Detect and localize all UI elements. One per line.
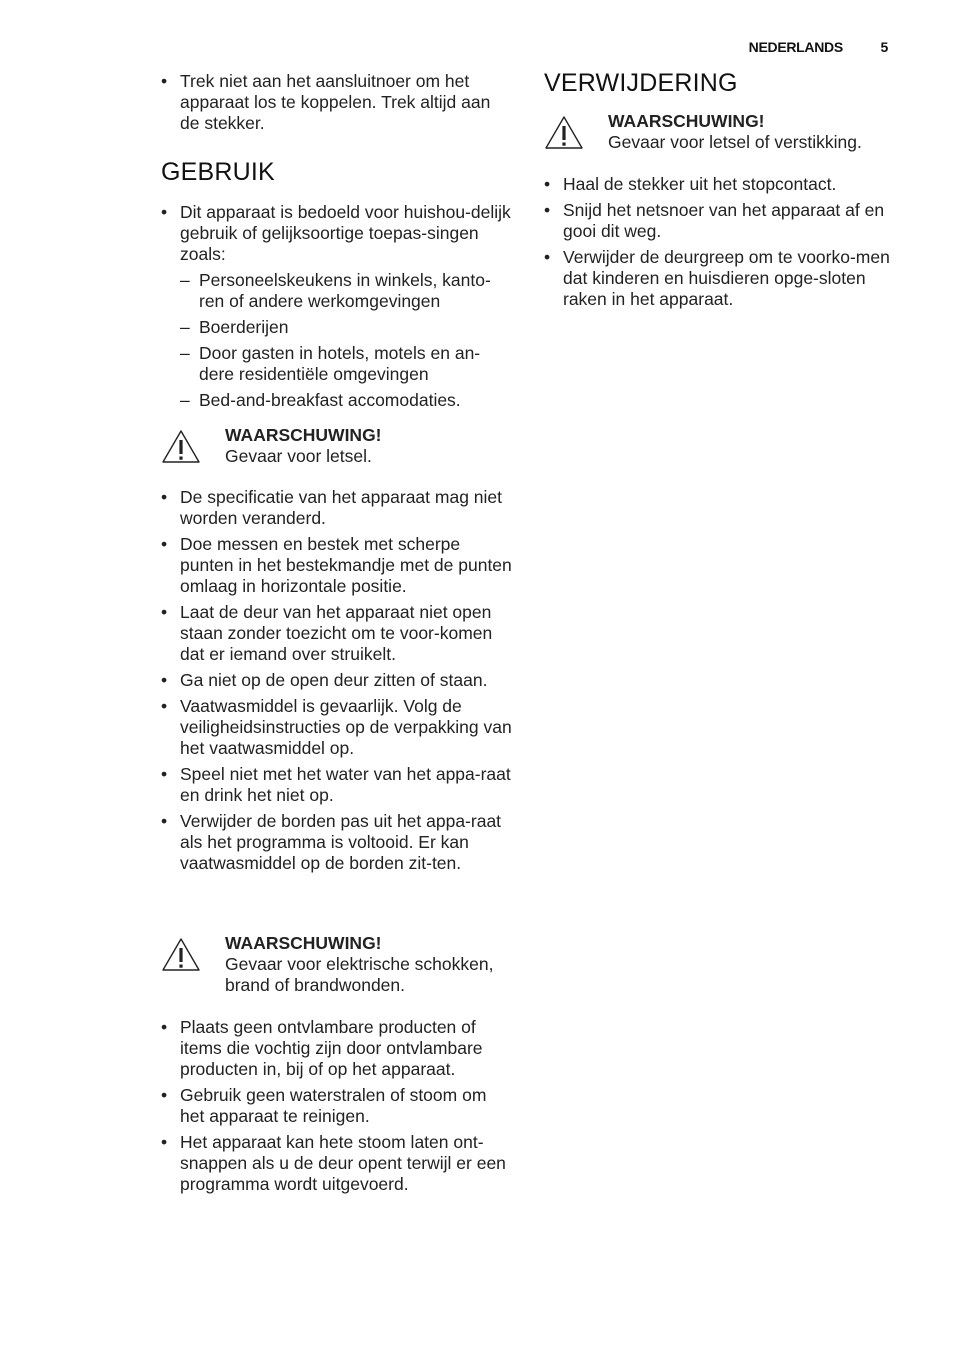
- warning-triangle-icon: [544, 115, 584, 151]
- list-item: • Plaats geen ontvlambare producten of items die vochtig zijn door ontvlambare producten in, bij of op het apparaat.: [161, 1017, 513, 1080]
- intro-section: [161, 71, 513, 139]
- gebruik-list-2: [161, 487, 513, 879]
- warning-text: [608, 111, 862, 153]
- page-header: [749, 39, 888, 55]
- warning-text: [225, 425, 382, 467]
- warning-message: Gevaar voor letsel.: [225, 446, 372, 466]
- warning-block: [161, 425, 513, 467]
- sub-list-item: – Bed-and-breakfast accomodaties.: [180, 390, 513, 411]
- list-item: • Gebruik geen waterstralen of stoom om het apparaat te reinigen.: [161, 1085, 513, 1127]
- header-language: NEDERLANDS: [748, 39, 843, 55]
- warning-block: [544, 111, 890, 153]
- warning-title: WAARSCHUWING!: [225, 425, 382, 445]
- verwijdering-list: [544, 174, 890, 315]
- list-item: • Haal de stekker uit het stopcontact.: [544, 174, 890, 195]
- sub-list-item: – Personeelskeukens in winkels, kanto-ren of andere werkomgevingen: [180, 270, 513, 312]
- list-item: • Vaatwasmiddel is gevaarlijk. Volg de veiligheidsinstructies op de verpakking van het vaatwasmiddel op.: [161, 696, 513, 759]
- warning-triangle-icon: [161, 429, 201, 465]
- warning-message: Gevaar voor letsel of verstikking.: [608, 132, 862, 152]
- sub-list: [180, 270, 513, 411]
- warning-title: WAARSCHUWING!: [608, 111, 765, 131]
- warning-block: [161, 933, 513, 996]
- section-title-gebruik: GEBRUIK: [161, 158, 275, 186]
- section-title-verwijdering: VERWIJDERING: [544, 69, 738, 97]
- list-item: [161, 202, 513, 411]
- warning-message: Gevaar voor elektrische schokken, brand of brandwonden.: [225, 954, 494, 995]
- intro-list: [161, 71, 513, 134]
- list-item-text: Dit apparaat is bedoeld voor huishou-delijk gebruik of gelijksoortige toepas-singen zoals:: [180, 202, 511, 264]
- page-number: 5: [880, 39, 888, 55]
- warning-text: [225, 933, 513, 996]
- list-item: • Snijd het netsnoer van het apparaat af en gooi dit weg.: [544, 200, 890, 242]
- sub-list-item: – Boerderijen: [180, 317, 513, 338]
- list-item: • De specificatie van het apparaat mag niet worden veranderd.: [161, 487, 513, 529]
- list-item: • Ga niet op de open deur zitten of staan.: [161, 670, 513, 691]
- warning-title: WAARSCHUWING!: [225, 933, 382, 953]
- list-item: • Verwijder de deurgreep om te voorko-men dat kinderen en huisdieren opge-sloten raken in het apparaat.: [544, 247, 890, 310]
- gebruik-list-1: [161, 202, 513, 416]
- warning-triangle-icon: [161, 937, 201, 973]
- list-item: • Verwijder de borden pas uit het appa-raat als het programma is voltooid. Er kan vaatwasmiddel op de borden zit-ten.: [161, 811, 513, 874]
- sub-list-item: – Door gasten in hotels, motels en an-dere residentiële omgevingen: [180, 343, 513, 385]
- list-item: • Het apparaat kan hete stoom laten ont-snappen als u de deur opent terwijl er een programma wordt uitgevoerd.: [161, 1132, 513, 1195]
- list-item: • Doe messen en bestek met scherpe punten in het bestekmandje met de punten omlaag in horizontale positie.: [161, 534, 513, 597]
- list-item: • Trek niet aan het aansluitnoer om het apparaat los te koppelen. Trek altijd aan de stekker.: [161, 71, 513, 134]
- gebruik-list-3: [161, 1017, 513, 1200]
- list-item: • Laat de deur van het apparaat niet open staan zonder toezicht om te voor-komen dat er iemand over struikelt.: [161, 602, 513, 665]
- list-item: • Speel niet met het water van het appa-raat en drink het niet op.: [161, 764, 513, 806]
